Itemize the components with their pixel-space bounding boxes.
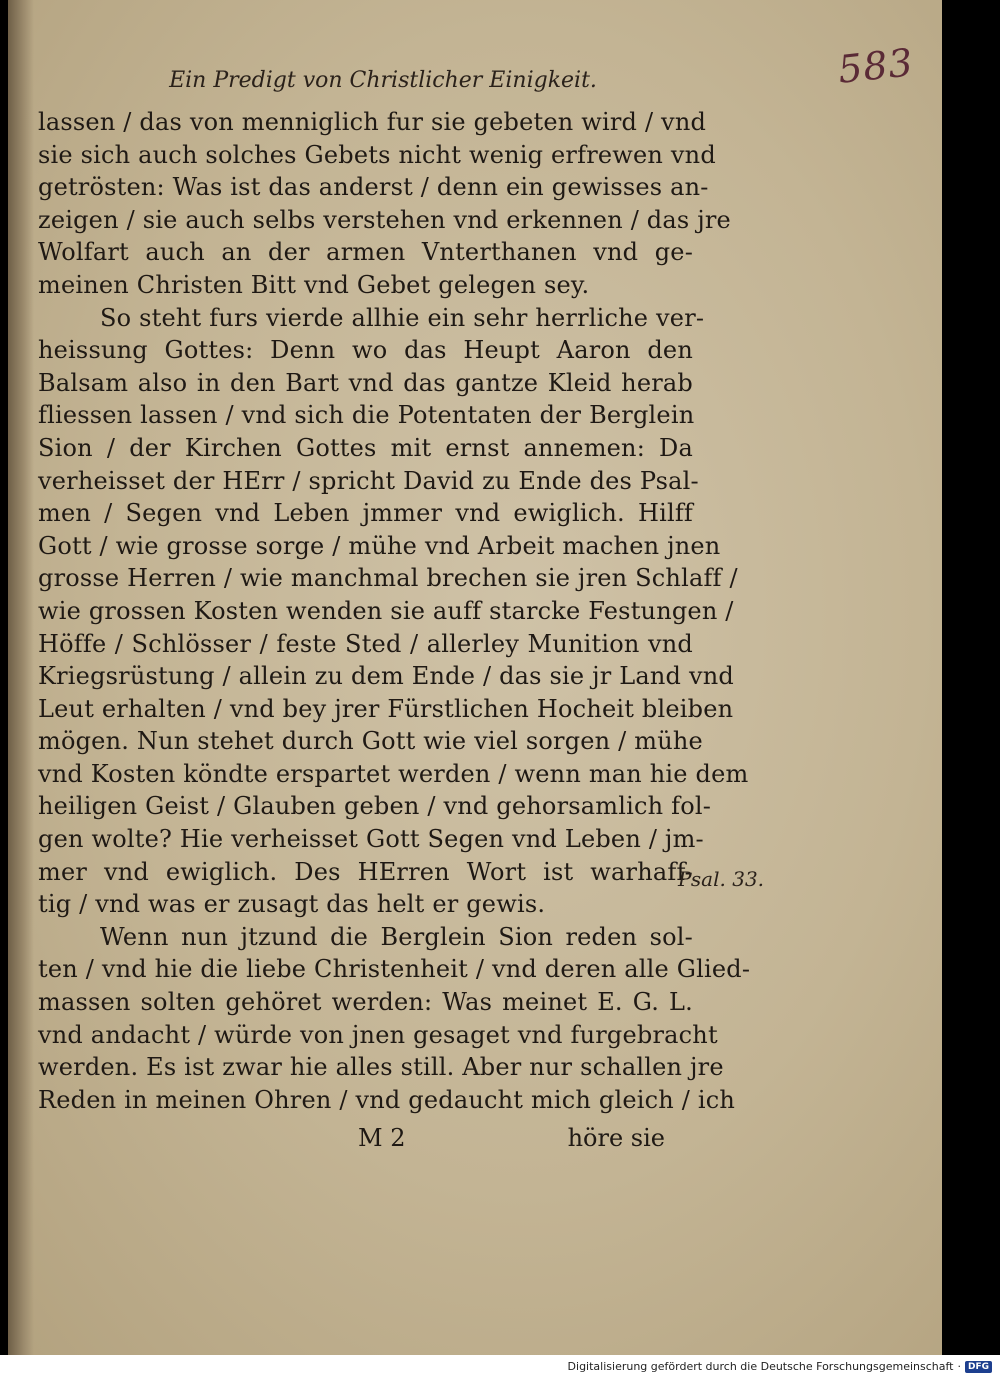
text-line: grosse Herren / wie manchmal brechen sie jren Schlaff / bbox=[38, 564, 738, 593]
text-line: men / Segen vnd Leben jmmer vnd ewiglich. Hilff bbox=[38, 499, 693, 528]
text-line-paragraph-start: Wenn nun jtzund die Berglein Sion reden sol- bbox=[100, 922, 693, 951]
digitization-credit bbox=[568, 1360, 992, 1373]
catchword: höre sie bbox=[567, 1124, 665, 1152]
text-line: Höffe / Schlösser / feste Sted / allerley Munition vnd bbox=[38, 629, 693, 658]
text-line: heiligen Geist / Glauben geben / vnd gehorsamlich fol- bbox=[38, 792, 712, 821]
credit-separator: · bbox=[957, 1360, 961, 1373]
text-line: wie grossen Kosten wenden sie auff starcke Festungen / bbox=[38, 596, 734, 625]
text-line: sie sich auch solches Gebets nicht wenig erfrewen vnd bbox=[38, 140, 716, 169]
text-line: gen wolte? Hie verheisset Gott Segen vnd Leben / jm- bbox=[38, 825, 704, 854]
text-line: Balsam also in den Bart vnd das gantze Kleid herab bbox=[38, 368, 693, 397]
text-line: massen solten gehöret werden: Was meinet E. G. L. bbox=[38, 988, 693, 1017]
text-line: vnd Kosten köndte erspartet werden / wenn man hie dem bbox=[38, 759, 749, 788]
text-line: vnd andacht / würde von jnen gesaget vnd furgebracht bbox=[38, 1020, 718, 1049]
text-line: getrösten: Was ist das anderst / denn ein gewisses an- bbox=[38, 173, 709, 202]
page-footer bbox=[38, 1124, 693, 1160]
text-line: Kriegsrüstung / allein zu dem Ende / das sie jr Land vnd bbox=[38, 662, 734, 691]
text-line: Sion / der Kirchen Gottes mit ernst annemen: Da bbox=[38, 433, 693, 462]
text-line: Reden in meinen Ohren / vnd gedaucht mich gleich / ich bbox=[38, 1085, 736, 1114]
text-line: tig / vnd was er zusagt das helt er gewis. bbox=[38, 890, 546, 919]
credit-text: Digitalisierung gefördert durch die Deutsche Forschungsgemeinschaft bbox=[567, 1360, 954, 1373]
text-line: werden. Es ist zwar hie alles still. Aber nur schallen jre bbox=[38, 1053, 724, 1082]
page-gutter-shadow bbox=[8, 0, 34, 1355]
text-line: fliessen lassen / vnd sich die Potentaten der Berglein bbox=[38, 401, 695, 430]
text-line: meinen Christen Bitt vnd Gebet gelegen sey. bbox=[38, 270, 590, 299]
page-number-handwritten: 583 bbox=[835, 40, 916, 92]
text-line-paragraph-start: So steht furs vierde allhie ein sehr herrliche ver- bbox=[100, 303, 705, 332]
text-line: mer vnd ewiglich. Des HErren Wort ist warhaff- bbox=[38, 857, 693, 886]
text-line: lassen / das von menniglich fur sie gebeten wird / vnd bbox=[38, 108, 707, 136]
text-line: heissung Gottes: Denn wo das Heupt Aaron den bbox=[38, 336, 693, 365]
text-line: Wolfart auch an der armen Vnterthanen vnd ge- bbox=[38, 238, 693, 267]
running-head: Ein Predigt von Christlicher Einigkeit. bbox=[169, 68, 597, 93]
marginal-note: Psal. 33. bbox=[678, 867, 765, 891]
text-line: ten / vnd hie die liebe Christenheit / vnd deren alle Glied- bbox=[38, 955, 751, 984]
signature-mark: M 2 bbox=[358, 1124, 406, 1152]
text-line: Leut erhalten / vnd bey jrer Fürstlichen Hocheit bleiben bbox=[38, 694, 734, 723]
text-line: mögen. Nun stehet durch Gott wie viel sorgen / mühe bbox=[38, 727, 703, 756]
text-line: Gott / wie grosse sorge / mühe vnd Arbeit machen jnen bbox=[38, 531, 721, 560]
text-line: zeigen / sie auch selbs verstehen vnd erkennen / das jre bbox=[38, 205, 731, 234]
book-page bbox=[8, 0, 942, 1355]
dfg-logo-icon: DFG bbox=[965, 1361, 992, 1373]
text-line: verheisset der HErr / spricht David zu Ende des Psal- bbox=[38, 466, 699, 495]
